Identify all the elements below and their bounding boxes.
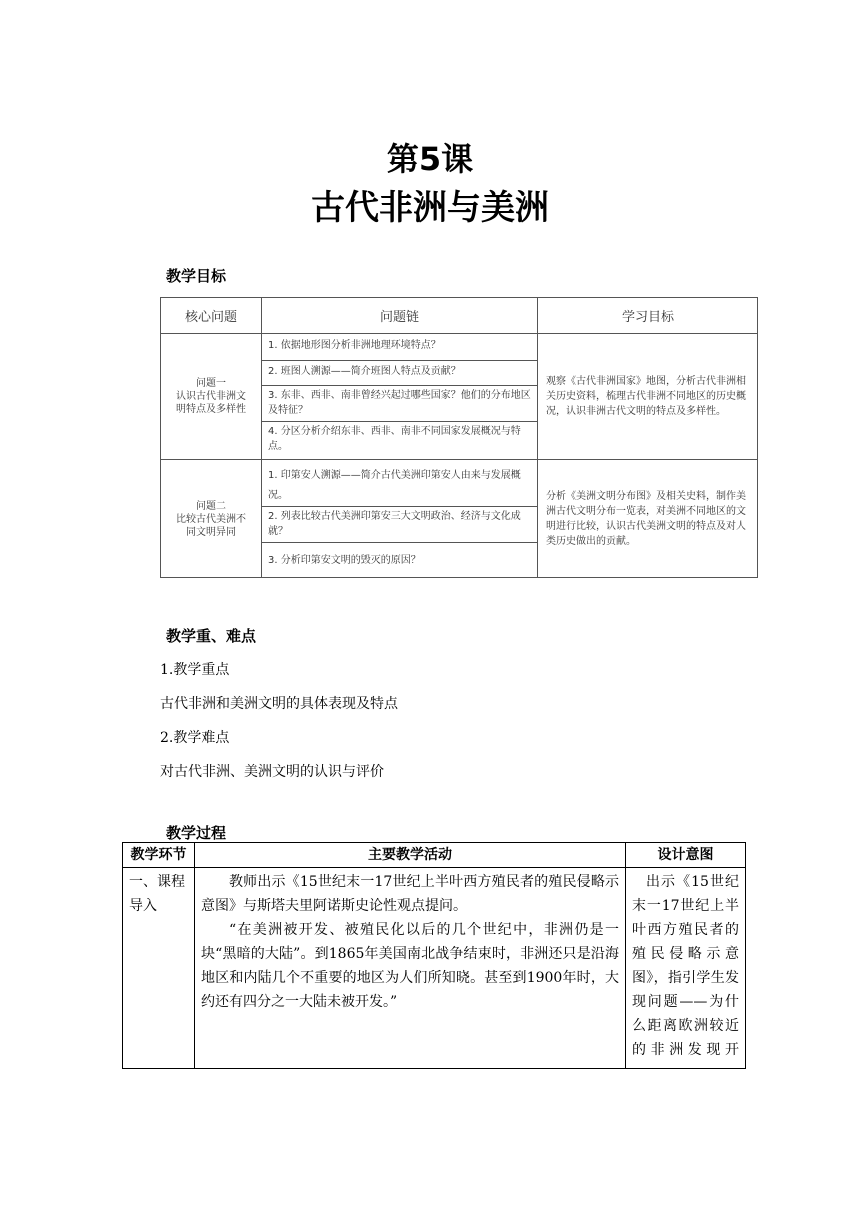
question-two: 问题二 比较古代美洲不 同文明异同 — [176, 500, 246, 538]
q1-chain-3: 3. 东非、西非、南非曾经兴起过哪些国家？他们的分布地区及特征？ — [268, 390, 531, 416]
stage-cell: 一、课程导入 — [123, 868, 195, 1069]
header-stage: 教学环节 — [123, 843, 195, 868]
q2-chain-2: 2. 列表比较古代美洲印第安三大文明政治、经济与文化成就？ — [268, 511, 521, 537]
keypoints-heading: 教学重、难点 — [166, 627, 257, 645]
q2-chain-3: 3. 分析印第安文明的毁灭的原因？ — [268, 555, 421, 566]
q2-chain-1: 1. 印第安人溯源——简介古代美洲印第安人由来与发展概况。 — [268, 470, 521, 501]
goals-header-core: 核心问题 — [184, 310, 237, 325]
goals-table — [160, 297, 758, 578]
q1-goal: 观察《古代非洲国家》地图，分析古代非洲相关历史资料，梳理古代非洲不同地区的历史概况，认识非洲古代文明的特点及多样性。 — [546, 376, 746, 417]
keypoint-2-text: 对古代非洲、美洲文明的认识与评价 — [160, 764, 384, 780]
q1-chain-4: 4. 分区分析介绍东非、西非、南非不同国家发展概况与特点。 — [268, 426, 521, 452]
process-table — [122, 842, 746, 1069]
table-row — [123, 868, 746, 1069]
header-intent: 设计意图 — [626, 843, 746, 868]
goals-header-chain: 问题链 — [379, 310, 419, 325]
q2-goal: 分析《美洲文明分布图》及相关史料，制作美洲古代文明分布一览表，对美洲不同地区的文明进行比较，认识古代美洲文明的特点及对人类历史做出的贡献。 — [546, 491, 746, 547]
question-one: 问题一 认识古代非洲文 明特点及多样性 — [176, 378, 246, 415]
q1-chain-2: 2. 班图人溯源——简介班图人特点及贡献？ — [268, 366, 461, 377]
table-header-row — [123, 843, 746, 868]
header-activity: 主要教学活动 — [195, 843, 626, 868]
lesson-title: 古代非洲与美洲 — [311, 188, 549, 228]
activity-paragraph-1: 教师出示《15世纪末一17世纪上半叶西方殖民者的殖民侵略示意图》与斯塔夫里阿诺斯史论性观点提问。 — [201, 874, 619, 914]
process-heading: 教学过程 — [166, 824, 227, 842]
intent-cell — [626, 868, 746, 1069]
goals-header-target: 学习目标 — [621, 310, 674, 325]
lesson-number: 第5课 — [386, 140, 474, 178]
goals-heading: 教学目标 — [166, 267, 227, 285]
q1-chain-1: 1. 依据地形图分析非洲地理环境特点？ — [268, 340, 441, 351]
keypoint-2-label: 2.教学难点 — [160, 730, 230, 746]
activity-paragraph-2: “在美洲被开发、被殖民化以后的几个世纪中，非洲仍是一块“黑暗的大陆”。到1865年美国南北战争结束时，非洲还只是沿海地区和内陆几个不重要的地区为人们所知晓。甚至到1900年时，大约还有四分之一大陆未被开发。” — [201, 922, 619, 1010]
intent-text: 出示《15世纪末一17世纪上半叶西方殖民者的殖民侵略示意图》，指引学生发现问题——为什么距离欧洲较近的非洲发现开 — [632, 874, 739, 1058]
activity-cell — [195, 868, 626, 1069]
keypoint-1-text: 古代非洲和美洲文明的具体表现及特点 — [160, 696, 398, 712]
keypoint-1-label: 1.教学重点 — [160, 662, 230, 678]
